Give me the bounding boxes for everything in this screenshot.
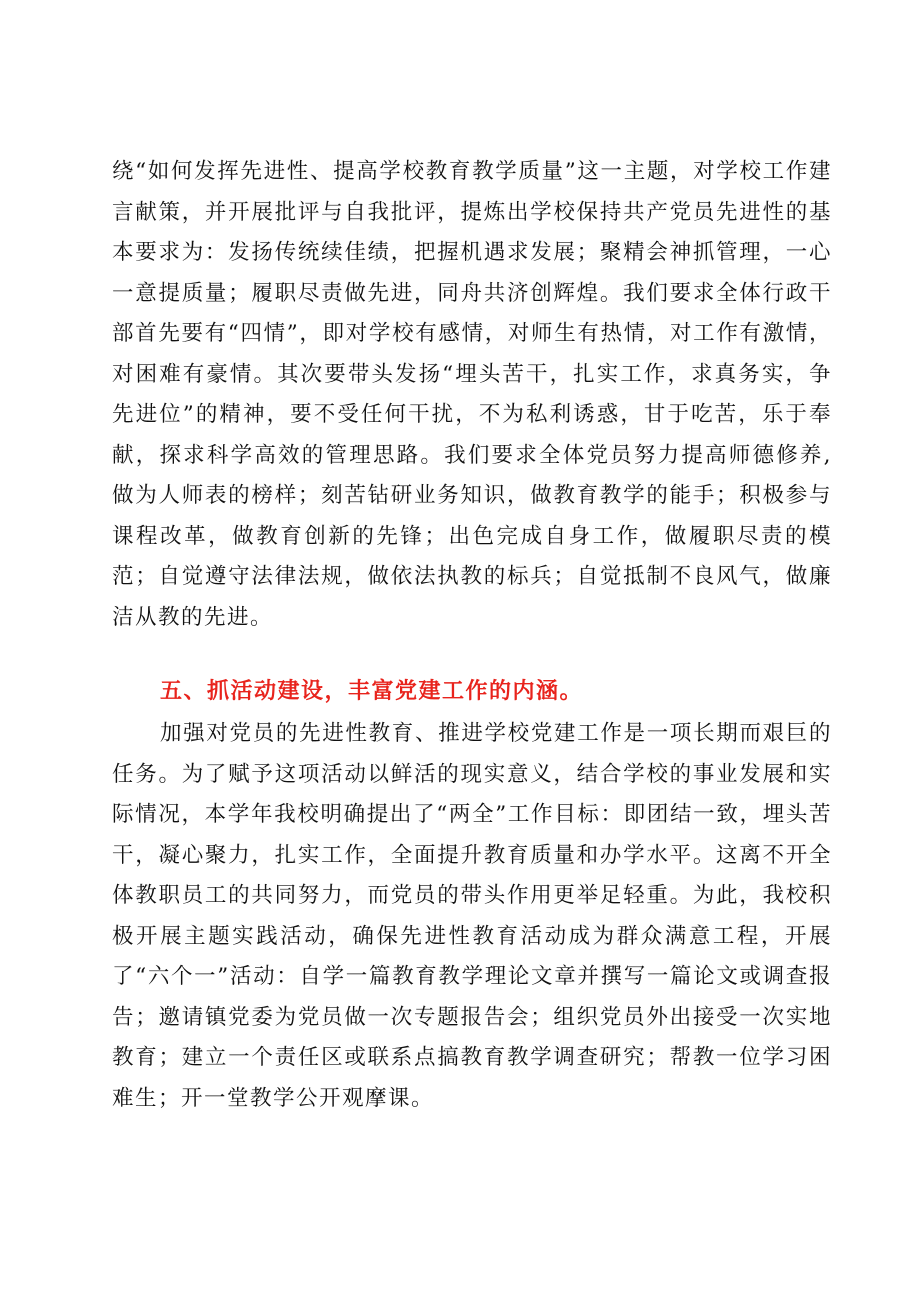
section-heading: 五、抓活动建设，丰富党建工作的内涵。 <box>160 679 584 704</box>
body-paragraph-section5: 加强对党员的先进性教育、推进学校党建工作是一项长期而艰巨的任务。为了赋予这项活动以鲜活的现实意义，结合学校的事业发展和实际情况，本学年我校明确提出了“两全”工作目标：即团结一致，埋头苦干，凝心聚力，扎实工作，全面提升教育质量和办学水平。这离不开全体教职员工的共同努力，而党员的带头作用更举足轻重。为此，我校积极开展主题实践活动，确保先进性教育活动成为群众满意工程，开展了“六个一”活动：自学一篇教育教学理论文章并撰写一篇论文或调查报告；邀请镇党委为党员做一次专题报告会；组织党员外出接受一次实地教育；建立一个责任区或联系点搞教育教学调查研究；帮教一位学习困难生；开一堂教学公开观摩课。 <box>112 721 832 1111</box>
body-paragraph-continued: 绕“如何发挥先进性、提高学校教育教学质量”这一主题，对学校工作建言献策，并开展批评与自我批评，提炼出学校保持共产党员先进性的基本要求为：发扬传统续佳绩，把握机遇求发展；聚精会神抓管理，一心一意提质量；履职尽责做先进，同舟共济创辉煌。我们要求全体行政干部首先要有“四情”，即对学校有感情，对师生有热情，对工作有激情，对困难有豪情。其次要带头发扬“埋头苦干，扎实工作，求真务实，争先进位”的精神，要不受任何干扰，不为私利诱惑，甘于吃苦，乐于奉献，探求科学高效的管理思路。我们要求全体党员努力提高师德修养,做为人师表的榜样；刻苦钻研业务知识，做教育教学的能手；积极参与课程改革，做教育创新的先锋；出色完成自身工作，做履职尽责的模范；自觉遵守法律法规，做依法执教的标兵；自觉抵制不良风气，做廉洁从教的先进。 <box>112 159 832 630</box>
